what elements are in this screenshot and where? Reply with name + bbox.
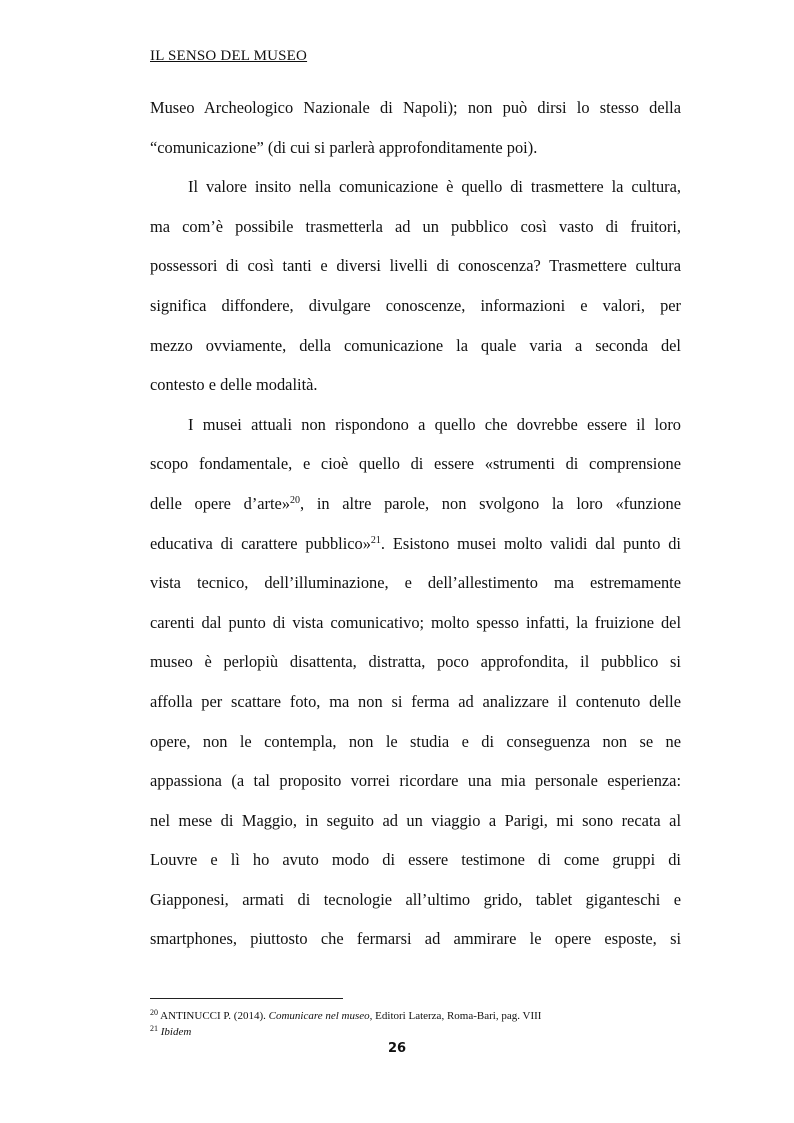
text-line: affolla per scattare foto, ma non si ferma ad analizzare il contenuto delle: [150, 691, 681, 711]
footnote-publisher: Editori Laterza, Roma-Bari, pag. VIII: [375, 1010, 542, 1022]
footnote-21: [150, 1024, 541, 1040]
text-line: nel mese di Maggio, in seguito ad un viaggio a Parigi, mi sono recata al: [150, 810, 681, 830]
text-line: scopo fondamentale, e cioè quello di essere «strumenti di comprensione: [150, 454, 681, 474]
text-segment: . Esistono musei molto validi dal punto di: [380, 533, 681, 553]
page-number: 26: [387, 1041, 407, 1056]
text-line: significa diffondere, divulgare conoscenze, informazioni e valori, per: [150, 295, 681, 315]
text-line: I musei attuali non rispondono a quello che dovrebbe essere il loro: [188, 414, 681, 434]
text-segment: delle opere d’arte»: [150, 493, 291, 513]
text-segment: educativa di carattere pubblico»: [150, 533, 371, 553]
text-line: Museo Archeologico Nazionale di Napoli); non può dirsi lo stesso della: [150, 98, 681, 117]
text-line: Il valore insito nella comunicazione è quello di trasmettere la cultura,: [188, 177, 681, 197]
footnote-title: Comunicare nel museo,: [268, 1010, 373, 1022]
text-line: museo è perlopiù disattenta, distratta, poco approfondita, il pubblico si: [150, 652, 681, 672]
text-line: mezzo ovviamente, della comunicazione la quale varia a seconda del: [150, 335, 681, 355]
footnote-author: ANTINUCCI P. (2014).: [160, 1010, 266, 1022]
footnote-number: 21: [150, 1024, 158, 1033]
text-line: “comunicazione” (di cui si parlerà approfonditamente poi).: [150, 137, 538, 157]
text-line: carenti dal punto di vista comunicativo; molto spesso infatti, la fruizione del: [150, 612, 681, 632]
text-line: possessori di così tanti e diversi livelli di conoscenza? Trasmettere cultura: [150, 256, 681, 276]
text-line: ma com’è possibile trasmetterla ad un pubblico così vasto di fruitori,: [150, 216, 681, 236]
text-line-with-footnote-ref: [150, 484, 681, 524]
footnotes: [150, 1008, 541, 1040]
footnote-20: [150, 1008, 541, 1024]
text-line: Giapponesi, armati di tecnologie all’ultimo grido, tablet giganteschi e: [150, 889, 681, 909]
text-line: vista tecnico, dell’illuminazione, e dell’allestimento ma estremamente: [150, 573, 681, 593]
running-header: IL SENSO DEL MUSEO: [150, 48, 308, 64]
footnote-ref-21[interactable]: 21: [370, 534, 381, 546]
text-segment: , in altre parole, non svolgono la loro «funzione: [300, 493, 682, 513]
footnote-title: Ibidem: [160, 1026, 192, 1038]
text-line-with-footnote-ref: [150, 524, 681, 564]
footnote-number: 20: [150, 1008, 158, 1017]
text-line: smartphones, piuttosto che fermarsi ad ammirare le opere esposte, si: [150, 929, 681, 949]
text-line: Louvre e lì ho avuto modo di essere testimone di come gruppi di: [150, 850, 681, 870]
text-line: appassiona (a tal proposito vorrei ricordare una mia personale esperienza:: [150, 771, 681, 791]
footnote-ref-20[interactable]: 20: [290, 494, 301, 506]
text-line: contesto e delle modalità.: [150, 375, 318, 395]
text-line: opere, non le contempla, non le studia e di conseguenza non se ne: [150, 731, 681, 751]
footnote-separator: [150, 998, 343, 999]
body-text: [150, 88, 681, 959]
